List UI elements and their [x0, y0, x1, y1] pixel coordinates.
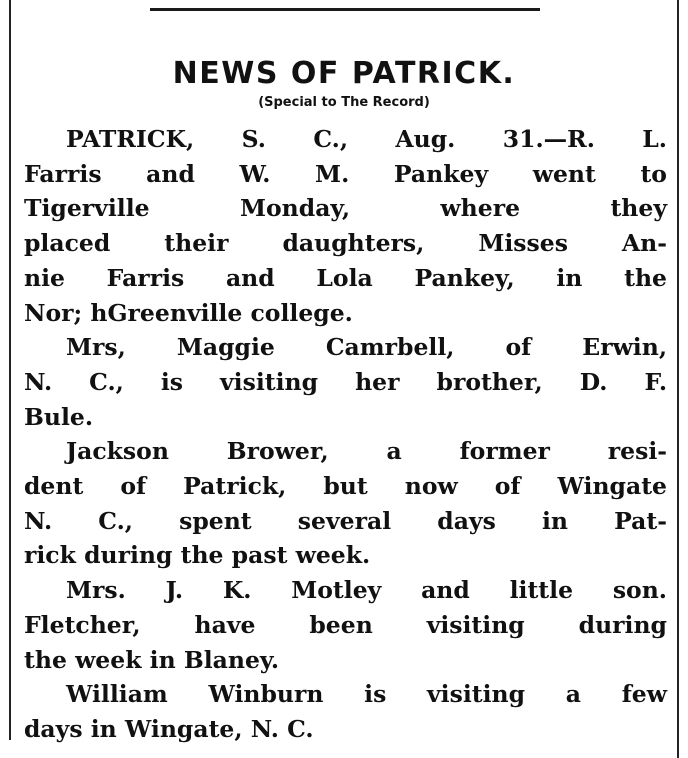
text-line: nie Farris and Lola Pankey, in the [24, 263, 667, 292]
paragraph-1 [24, 122, 667, 330]
column-border-left [9, 0, 11, 740]
top-rule [150, 8, 540, 11]
text-line: days in Wingate, N. C. [24, 714, 314, 743]
article-body [24, 122, 667, 747]
text-line: Jackson Brower, a former resi- [66, 437, 667, 466]
text-line: Farris and W. M. Pankey went to [24, 159, 667, 188]
paragraph-3 [24, 434, 667, 573]
text-line: Tigerville Monday, where they [24, 194, 667, 223]
paragraph-4 [24, 573, 667, 677]
text-line: Bule. [24, 402, 94, 431]
text-line: N. C., spent several days in Pat- [24, 506, 667, 535]
text-line: William Winburn is visiting a few [66, 680, 667, 709]
text-line: PATRICK, S. C., Aug. 31.—R. L. [66, 125, 667, 153]
subhead: (Special to The Record) [258, 95, 430, 110]
text-line: Mrs, Maggie Camrbell, of Erwin, [66, 333, 667, 362]
text-line: the week in Blaney. [24, 645, 280, 674]
headline: NEWS OF PATRICK. [172, 56, 516, 91]
text-line: N. C., is visiting her brother, D. F. [24, 367, 667, 396]
text-line: Nor; hGreenville college. [24, 298, 353, 327]
text-line: Mrs. J. K. Motley and little son. [66, 576, 667, 605]
column-border-right [677, 0, 679, 758]
text-line: placed their daughters, Misses An- [24, 229, 667, 258]
text-line: rick during the past week. [24, 541, 371, 570]
text-line: dent of Patrick, but now of Wingate [24, 472, 667, 501]
text-line: Fletcher, have been visiting during [24, 610, 667, 639]
paragraph-5 [24, 677, 667, 746]
paragraph-2 [24, 330, 667, 434]
